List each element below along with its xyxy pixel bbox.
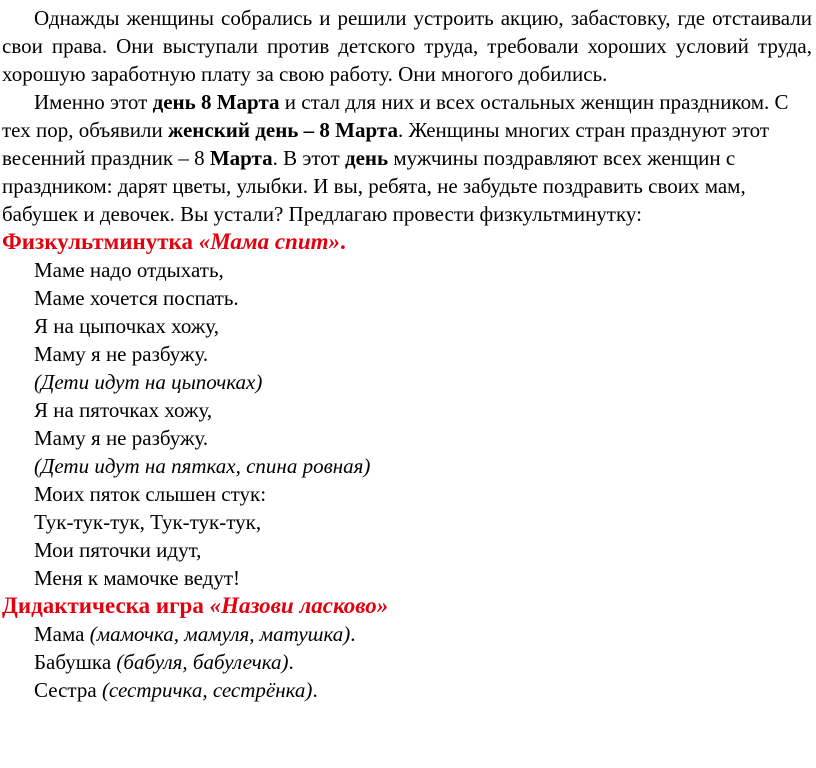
p2-bold-day: день xyxy=(344,146,389,170)
heading-exercise-title: «Мама спит» xyxy=(198,229,341,254)
section-heading-exercise xyxy=(2,228,812,256)
game-word: Бабушка xyxy=(34,650,112,674)
p2-bold-day-8-march: день 8 Марта xyxy=(152,90,280,114)
poem-line: Тук-тук-тук, Тук-тук-тук, xyxy=(34,510,262,534)
game-item xyxy=(34,620,812,648)
p2-text-1: Именно этот xyxy=(34,90,153,114)
p2-text-4: . В этот xyxy=(272,146,345,170)
intro-paragraph-2 xyxy=(2,88,812,228)
game-word: Сестра xyxy=(34,678,97,702)
p2-text-2: и стал для них и всех остальных женщин праздником. С тех пор, объявили xyxy=(2,90,789,142)
poem-line: Меня к мамочке ведут! xyxy=(34,566,241,590)
poem-line: Маму я не разбужу. xyxy=(34,426,209,450)
p2-text-5: мужчины поздравляют всех женщин с праздником: дарят цветы, улыбки. И вы, ребята, не забудьте поздравить своих мам, бабушек и девочек. Вы устали? Предлагаю провести физкультминутку: xyxy=(2,146,746,226)
heading-exercise-suffix: . xyxy=(340,229,346,254)
game-word: Мама xyxy=(34,622,85,646)
poem-stage-direction: (Дети идут на цыпочках) xyxy=(34,370,263,394)
p2-bold-womens-day: женский день – 8 Марта xyxy=(168,118,398,142)
p2-text-3: . Женщины многих стран празднуют этот весенний праздник – 8 xyxy=(2,118,770,170)
game-variants: (бабуля, бабулечка) xyxy=(116,650,289,674)
game-item-end: . xyxy=(312,678,318,702)
poem-line: Маме надо отдыхать, xyxy=(34,258,224,282)
poem-block xyxy=(2,256,812,592)
poem-stage-direction: (Дети идут на пятках, спина ровная) xyxy=(34,454,371,478)
game-variants: (сестричка, сестрёнка) xyxy=(101,678,313,702)
poem-line: Я на пяточках хожу, xyxy=(34,398,213,422)
poem-line: Маму я не разбужу. xyxy=(34,342,209,366)
game-item-end: . xyxy=(288,650,294,674)
section-heading-game xyxy=(2,592,812,620)
heading-game-prefix: Дидактическа игра xyxy=(2,593,210,618)
p2-bold-march: Марта xyxy=(209,146,273,170)
game-item xyxy=(34,648,812,676)
poem-line: Маме хочется поспать. xyxy=(34,286,239,310)
game-item-end: . xyxy=(350,622,356,646)
game-list xyxy=(2,620,812,704)
poem-line: Моих пяток слышен стук: xyxy=(34,482,267,506)
poem-line: Я на цыпочках хожу, xyxy=(34,314,219,338)
intro-paragraph-1: Однажды женщины собрались и решили устроить акцию, забастовку, где отстаивали свои права. Они выступали против детского труда, требовали хороших условий труда, хорошую заработную плату за свою работу. Они многого добились. xyxy=(2,6,812,86)
game-item xyxy=(34,676,812,704)
poem-line: Мои пяточки идут, xyxy=(34,538,202,562)
heading-game-title: «Назови ласково» xyxy=(209,593,389,618)
heading-exercise-prefix: Физкультминутка xyxy=(2,229,199,254)
game-variants: (мамочка, мамуля, матушка) xyxy=(89,622,351,646)
